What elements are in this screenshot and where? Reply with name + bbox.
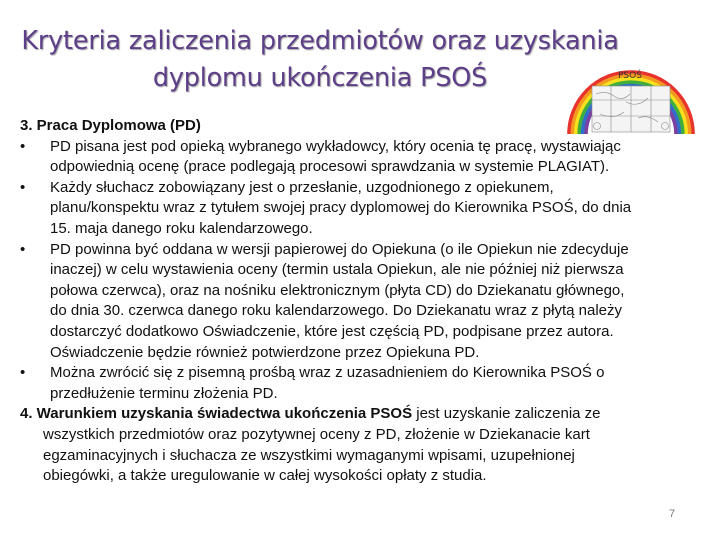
bullet-text: PD pisana jest pod opieką wybranego wykładowcy, który ocenia tę pracę, wystawiając bbox=[50, 137, 621, 155]
bullet-glyph: • bbox=[20, 364, 26, 382]
bullet-line bbox=[20, 198, 700, 219]
bullet-line bbox=[20, 219, 700, 240]
bullet-line bbox=[20, 343, 700, 364]
section-4-first-rest: jest uzyskanie zaliczenia ze bbox=[412, 405, 601, 423]
slide-title-line-1: Kryteria zaliczenia przedmiotów oraz uzyskania bbox=[21, 26, 619, 57]
section-3-heading: 3. Praca Dyplomowa (PD) bbox=[20, 117, 201, 134]
bullet-line bbox=[20, 281, 700, 302]
bullet-text: inaczej) w celu wystawienia oceny (termin ustala Opiekun, ale nie później niż pierwsza bbox=[50, 261, 624, 279]
bullet-glyph: • bbox=[20, 137, 26, 155]
section-4-paragraph bbox=[20, 425, 700, 487]
bullet-line bbox=[20, 178, 700, 199]
bullet-glyph: • bbox=[20, 178, 26, 196]
bullet-line bbox=[20, 260, 700, 281]
bullet-text: Można zwrócić się z pisemną prośbą wraz z uzasadnieniem do Kierownika PSOŚ o bbox=[50, 364, 605, 382]
bullet-text: połowa czerwca), oraz na nośniku elektronicznym (płyta CD) do Dziekanatu głównego, bbox=[50, 281, 625, 299]
bullet-text: PD powinna być oddana w wersji papierowej do Opiekuna (o ile Opiekun nie zdecyduje bbox=[50, 240, 629, 258]
logo-label: PSOŚ bbox=[618, 71, 642, 81]
slide-title-line-2: dyplomu ukończenia PSOŚ bbox=[152, 63, 488, 94]
page-number: 7 bbox=[669, 508, 676, 520]
bullet-line bbox=[20, 240, 700, 261]
bullet-text: 15. maja danego roku kalendarzowego. bbox=[50, 219, 313, 237]
bullet-text: planu/konspektu wraz z tytułem swojej pracy dyplomowej do Kierownika PSOŚ, do dnia bbox=[50, 199, 632, 217]
bullet-glyph: • bbox=[20, 240, 26, 258]
slide-content bbox=[20, 116, 700, 487]
bullet-line bbox=[20, 301, 700, 322]
bullet-text: Oświadczenie będzie również potwierdzone przez Opiekuna PD. bbox=[50, 343, 480, 361]
bullet-line bbox=[20, 157, 700, 178]
section-4-line: wszystkich przedmiotów oraz pozytywnej oceny z PD, złożenie w Dziekanacie kart bbox=[43, 425, 590, 443]
bullet-text: do dnia 30. czerwca danego roku kalendarzowego. Do Dziekanatu wraz z płytą należy bbox=[50, 302, 622, 320]
bullet-text: Każdy słuchacz zobowiązany jest o przesłanie, uzgodnionego z opiekunem, bbox=[50, 178, 554, 196]
bullet-text: dostarczyć dodatkowo Oświadczenie, które jest częścią PD, podpisane przez autora. bbox=[50, 322, 614, 340]
bullet-line bbox=[20, 363, 700, 384]
section-4-heading: 4. Warunkiem uzyskania świadectwa ukończenia PSOŚ bbox=[20, 405, 413, 423]
bullet-line bbox=[20, 322, 700, 343]
section-4-line: egzaminacyjnych i słuchacza ze wszystkimi wymaganymi wpisami, uzupełnionej bbox=[43, 446, 575, 464]
section-4-first-line bbox=[20, 404, 700, 425]
bullet-text: przedłużenie terminu złożenia PD. bbox=[50, 384, 278, 402]
slide-title bbox=[0, 23, 640, 97]
bullet-line bbox=[20, 137, 700, 158]
section-4-line: obiegówki, a także uregulowanie w całej wysokości opłaty z studia. bbox=[43, 467, 487, 485]
bullet-text: odpowiednią ocenę (prace podlegają procesowi sprawdzania w systemie PLAGIAT). bbox=[50, 158, 610, 176]
section-3-bullet-list bbox=[20, 137, 700, 405]
bullet-line bbox=[20, 384, 700, 405]
